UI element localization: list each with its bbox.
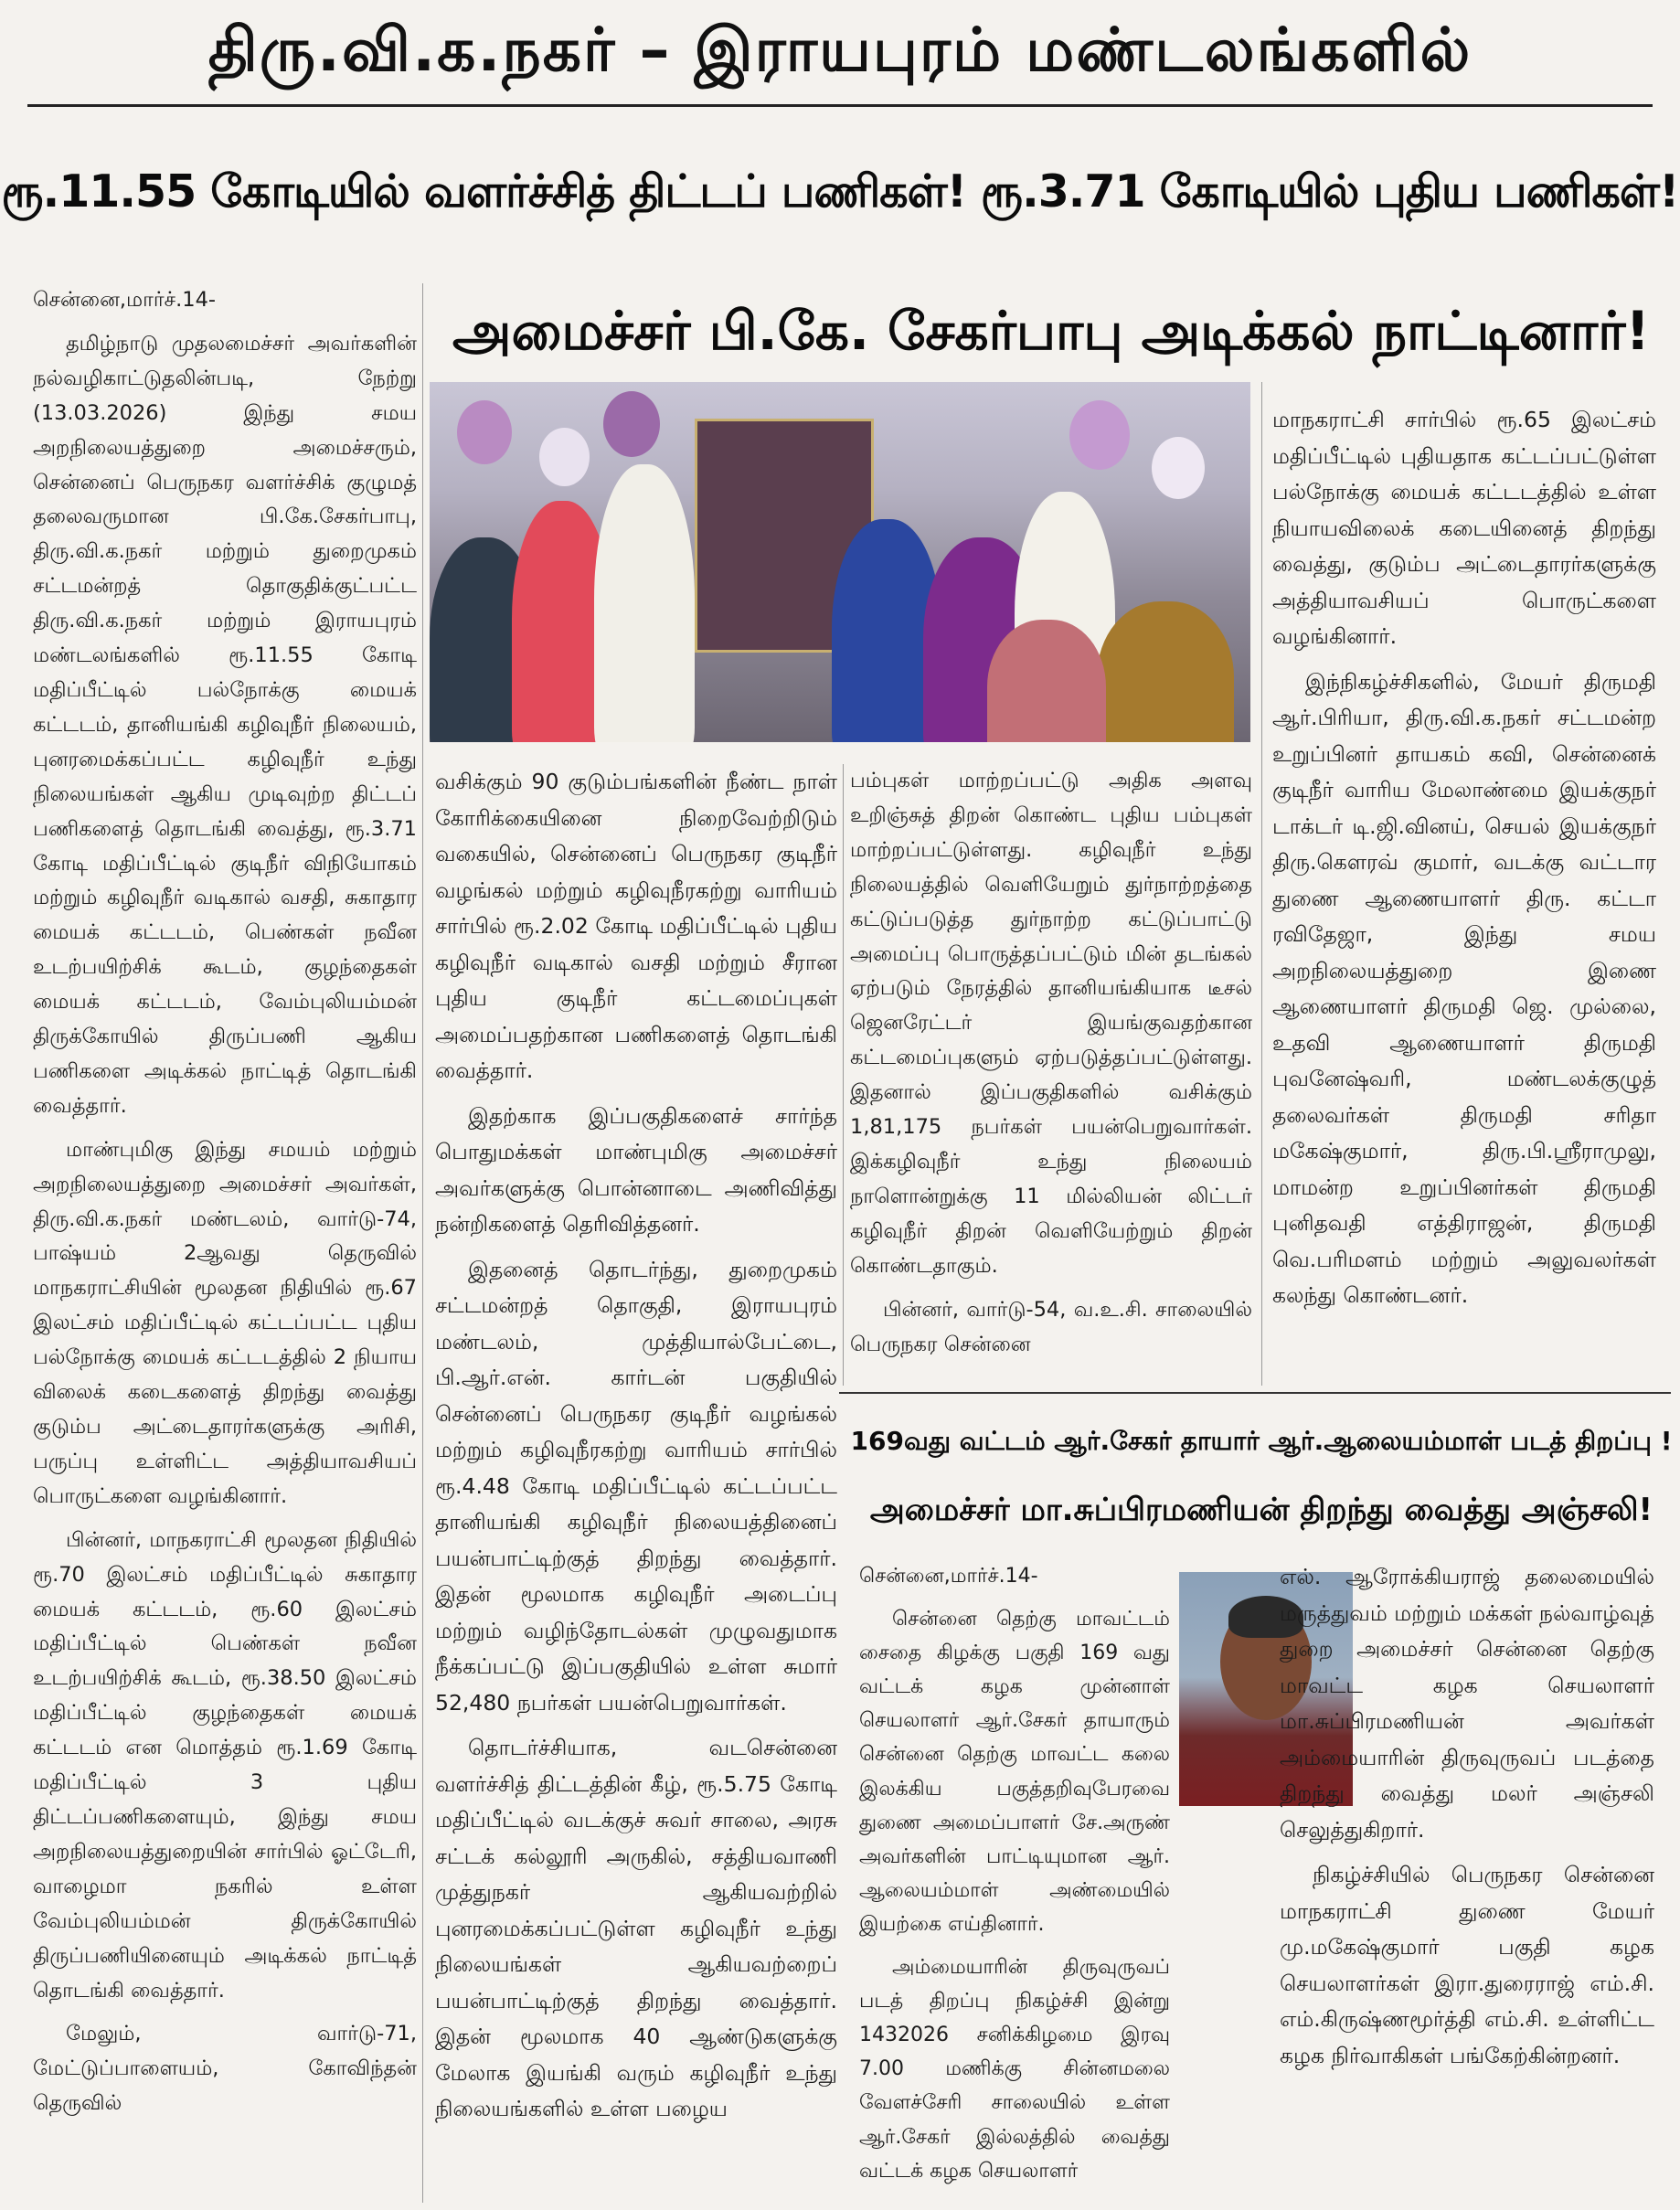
- column-divider: [1261, 382, 1262, 1386]
- column-divider: [843, 764, 844, 1386]
- balloon-icon: [457, 400, 512, 464]
- paragraph: மாண்புமிகு இந்து சமயம் மற்றும் அறநிலையத்துறை அமைச்சர் அவர்கள், திரு.வி.க.நகர் மண்டலம், வார்டு-74, பாஷ்யம் 2ஆவது தெருவில் மாநகராட்சியின் மூலதன நிதியில் ரூ.67 இலட்சம் மதிப்பீட்டில் கட்டப்பட்ட புதிய பல்நோக்கு மையக் கட்டடத்தில் 2 நியாய விலைக் கடைகளைத் திறந்து வைத்து குடும்ப அட்டைதாரர்களுக்கு அரிசி, பருப்பு உள்ளிட்ட அத்தியாவசியப் பொருட்களை வழங்கினார்.: [33, 1137, 417, 1508]
- paragraph: பின்னர், மாநகராட்சி மூலதன நிதியில் ரூ.70 இலட்சம் மதிப்பீட்டில் சுகாதார மையக் கட்டடம், ரூ.60 இலட்சம் மதிப்பீட்டில் பெண்கள் நவீன உடற்பயிற்சிக் கூடம், ரூ.38.50 இலட்சம் மதிப்பீட்டில் குழந்தைகள் மையக் கட்டடம் என மொத்தம் ரூ.1.69 கோடி மதிப்பீட்டில் 3 புதிய திட்டப்பணிகளையும், இந்து சமய அறநிலையத்துறையின் சார்பில் ஓட்டேரி, வாழைமா நகரில் உள்ள வேம்புலியம்மன் திருக்கோயில் திருப்பணியினையும் அடிக்கல் நாட்டித் தொடங்கி வைத்தார்.: [33, 1527, 417, 2003]
- paragraph: பம்புகள் மாற்றப்பட்டு அதிக அளவு உறிஞ்சுத் திறன் கொண்ட புதிய பம்புகள் மாற்றப்பட்டுள்ளது. கழிவுநீர் உந்து நிலையத்தில் வெளியேறும் துர்நாற்றத்தை கட்டுப்படுத்த துர்நாற்ற கட்டுப்பாட்டு அமைப்பு பொருத்தப்பட்டும் மின் தடங்கல் ஏற்படும் நேரத்தில் தானியங்கியாக டீசல் ஜெனரேட்டர் இயங்குவதற்கான கட்டமைப்புகளும் ஏற்படுத்தப்பட்டுள்ளது. இதனால் இப்பகுதிகளில் வசிக்கும் 1,81,175 நபர்கள் பயன்பெறுவார்கள். இக்கழிவுநீர் உந்து நிலையம் நாளொன்றுக்கு 11 மில்லியன் லிட்டர் கழிவுநீர் திறன் வெளியேற்றும் திறன் கொண்டதாகும்.: [850, 769, 1252, 1278]
- sub-headline: அமைச்சர் பி.கே. சேகர்பாபு அடிக்கல் நாட்டினார்!: [452, 300, 1650, 362]
- dateline: சென்னை,மார்ச்.14-: [859, 1565, 1038, 1588]
- article-column-4: [1272, 402, 1656, 1380]
- balloon-icon: [1069, 400, 1130, 470]
- article-column-1: [33, 283, 417, 2203]
- person-figure: [1097, 601, 1234, 742]
- main-headline: ரூ.11.55 கோடியில் வளர்ச்சித் திட்டப் பணிகள்! ரூ.3.71 கோடியில் புதிய பணிகள்!: [1, 165, 1679, 218]
- paragraph: மேலும், வார்டு-71, மேட்டுப்பாளையம், கோவிந்தன் தெருவில்: [33, 2022, 417, 2116]
- paragraph: சென்னை தெற்கு மாவட்டம் சைதை கிழக்கு பகுதி 169 வது வட்டக் கழக முன்னாள் செயலாளர் ஆர்.சேகர் தாயாரும் சென்னை தெற்கு மாவட்ட கலை இலக்கிய பகுத்தறிவுபேரவை துணை அமைப்பாளர் சே.அருண் அவர்களின் பாட்டியுமான ஆர். ஆலையம்மாள் அண்மையில் இயற்கை எய்தினார்.: [859, 1608, 1170, 1936]
- box-column-right: [1280, 1559, 1654, 2203]
- paragraph: அம்மையாரின் திருவுருவப் படத் திறப்பு நிகழ்ச்சி இன்று 1432026 சனிக்கிழமை இரவு 7.00 மணிக்கு சின்னமலை வேளச்சேரி சாலையில் உள்ள ஆர்.சேகர் இல்லத்தில் வைத்து வட்டக் கழக செயலாளர்: [859, 1956, 1170, 2183]
- paragraph: இந்நிகழ்ச்சிகளில், மேயர் திருமதி ஆர்.பிரியா, திரு.வி.க.நகர் சட்டமன்ற உறுப்பினர் தாயகம் கவி, சென்னைக் குடிநீர் வாரிய மேலாண்மை இயக்குநர் டாக்டர் டி.ஜி.வினய், செயல் இயக்குநர் திரு.கௌரவ் குமார், வடக்கு வட்டார துணை ஆணையாளர் திரு. கட்டா ரவிதேஜா, இந்து சமய அறநிலையத்துறை இணை ஆணையாளர் திருமதி ஜெ. முல்லை, உதவி ஆணையாளர் திருமதி புவனேஷ்வரி, மண்டலக்குழுத் தலைவர்கள் திருமதி சரிதா மகேஷ்குமார், திரு.பி.ஸ்ரீராமுலு, மாமன்ற உறுப்பினர்கள் திருமதி புனிதவதி எத்திராஜன், திருமதி வெ.பரிமளம் மற்றும் அலுவலர்கள் கலந்து கொண்டனர்.: [1272, 668, 1656, 1308]
- box-subheadline: அமைச்சர் மா.சுப்பிரமணியன் திறந்து வைத்து அஞ்சலி!: [869, 1492, 1653, 1528]
- kicker-heading: திரு.வி.க.நகர் – இராயபுரம் மண்டலங்களில்: [207, 15, 1473, 85]
- balloon-icon: [539, 428, 590, 486]
- box-top-rule: [839, 1392, 1671, 1394]
- article-column-2: [435, 764, 837, 2203]
- column-divider: [422, 283, 423, 2203]
- ceremony-photo: [430, 382, 1250, 742]
- person-figure: [987, 620, 1106, 742]
- paragraph: இதனைத் தொடர்ந்து, துறைமுகம் சட்டமன்றத் தொகுதி, இராயபுரம் மண்டலம், முத்தியால்பேட்டை, பி.ஆர்.என். கார்டன் பகுதியில் சென்னைப் பெருநகர குடிநீர் வழங்கல் மற்றும் கழிவுநீரகற்று வாரியம் சார்பில் ரூ.4.48 கோடி மதிப்பீட்டில் கட்டப்பட்ட தானியங்கி கழிவுநீர் நிலையத்தினைப் பயன்பாட்டிற்குத் திறந்து வைத்தார். இதன் மூலமாக கழிவுநீர் அடைப்பு மற்றும் வழிந்தோடல்கள் முழுவதுமாக நீக்கப்பட்டு இப்பகுதியில் உள்ள சுமார் 52,480 நபர்கள் பயன்பெறுவார்கள்.: [435, 1256, 837, 1716]
- paragraph: வசிக்கும் 90 குடும்பங்களின் நீண்ட நாள் கோரிக்கையினை நிறைவேற்றிடும் வகையில், சென்னைப் பெருநகர குடிநீர் வழங்கல் மற்றும் கழிவுநீரகற்று வாரியம் சார்பில் ரூ.2.02 கோடி மதிப்பீட்டில் புதிய கழிவுநீர் வடிகால் வசதி மற்றும் சீரான புதிய குடிநீர் கட்டமைப்புகள் அமைப்பதற்கான பணிகளைத் தொடங்கி வைத்தார்.: [435, 769, 837, 1083]
- paragraph: தொடர்ச்சியாக, வடசென்னை வளர்ச்சித் திட்டத்தின் கீழ், ரூ.5.75 கோடி மதிப்பீட்டில் வடக்குச் சுவர் சாலை, அரசு சட்டக் கல்லூரி அருகில், சத்தியவாணி முத்துநகர் ஆகியவற்றில் புனரமைக்கப்பட்டுள்ள கழிவுநீர் உந்து நிலையங்கள் ஆகியவற்றைப் பயன்பாட்டிற்குத் திறந்து வைத்தார். இதன் மூலமாக 40 ஆண்டுகளுக்கு மேலாக இயங்கி வரும் கழிவுநீர் உந்து நிலையங்களில் உள்ள பழைய: [435, 1735, 837, 2121]
- balloon-icon: [603, 391, 660, 457]
- article-column-3: [850, 764, 1252, 1376]
- paragraph: பின்னர், வார்டு-54, வ.உ.சி. சாலையில் பெருநகர சென்னை: [850, 1297, 1252, 1356]
- paragraph: மாநகராட்சி சார்பில் ரூ.65 இலட்சம் மதிப்பீட்டில் புதியதாக கட்டப்பட்டுள்ள பல்நோக்கு மையக் கட்டடத்தில் உள்ள நியாயவிலைக் கடையினைத் திறந்து வைத்து, குடும்ப அட்டைதாரர்களுக்கு அத்தியாவசியப் பொருட்களை வழங்கினார்.: [1272, 407, 1656, 649]
- paragraph: இதற்காக இப்பகுதிகளைச் சார்ந்த பொதுமக்கள் மாண்புமிகு அமைச்சர் அவர்களுக்கு பொன்னாடை அணிவித்து நன்றிகளைத் தெரிவித்தனர்.: [435, 1102, 837, 1237]
- box-column-left: [859, 1559, 1170, 2203]
- balloon-icon: [1152, 437, 1205, 499]
- paragraph: நிகழ்ச்சியில் பெருநகர சென்னை மாநகராட்சி துணை மேயர் மு.மகேஷ்குமார் பகுதி கழக செயலாளர்கள் இரா.துரைராஜ் எம்.சி. எம்.கிருஷ்ணமூர்த்தி எம்.சி. உள்ளிட்ட கழக நிர்வாகிகள் பங்கேற்கின்றனர்.: [1280, 1862, 1654, 2068]
- kicker-rule: [27, 104, 1653, 107]
- paragraph: எல். ஆரோக்கியராஜ் தலைமையில் மருத்துவம் மற்றும் மக்கள் நல்வாழ்வுத் துறை அமைச்சர் சென்னை தெற்கு மாவட்ட கழக செயலாளர் மா.சுப்பிரமணியன் அவர்கள் அம்மையாரின் திருவுருவப் படத்தை திறந்து வைத்து மலர் அஞ்சலி செலுத்துகிறார்.: [1280, 1564, 1654, 1843]
- person-figure: [594, 464, 695, 742]
- box-headline: 169வது வட்டம் ஆர்.சேகர் தாயார் ஆர்.ஆலையம்மாள் படத் திறப்பு !: [850, 1425, 1673, 1456]
- paragraph: தமிழ்நாடு முதலமைச்சர் அவர்களின் நல்வழிகாட்டுதலின்படி, நேற்று (13.03.2026) இந்து சமய அறநிலையத்துறை அமைச்சரும், சென்னைப் பெருநகர வளர்ச்சிக் குழுமத் தலைவருமான பி.கே.சேகர்பாபு, திரு.வி.க.நகர் மற்றும் துறைமுகம் சட்டமன்றத் தொகுதிக்குட்பட்ட திரு.வி.க.நகர் மற்றும் இராயபுரம் மண்டலங்களில் ரூ.11.55 கோடி மதிப்பீட்டில் பல்நோக்கு மையக் கட்டடம், தானியங்கி கழிவுநீர் நிலையம், புனரமைக்கப்பட்ட கழிவுநீர் உந்து நிலையங்கள் ஆகிய முடிவுற்ற திட்டப் பணிகளைத் தொடங்கி வைத்து, ரூ.3.71 கோடி மதிப்பீட்டில் குடிநீர் விநியோகம் மற்றும் கழிவுநீர் வடிகால் வசதி, சுகாதார மையக் கட்டடம், பெண்கள் நவீன உடற்பயிற்சிக் கூடம், குழந்தைகள் மையக் கட்டடம், வேம்புலியம்மன் திருக்கோயில் திருப்பணி ஆகிய பணிகளை அடிக்கல் நாட்டித் தொடங்கி வைத்தார்.: [33, 331, 417, 1118]
- dateline: சென்னை,மார்ச்.14-: [33, 288, 217, 312]
